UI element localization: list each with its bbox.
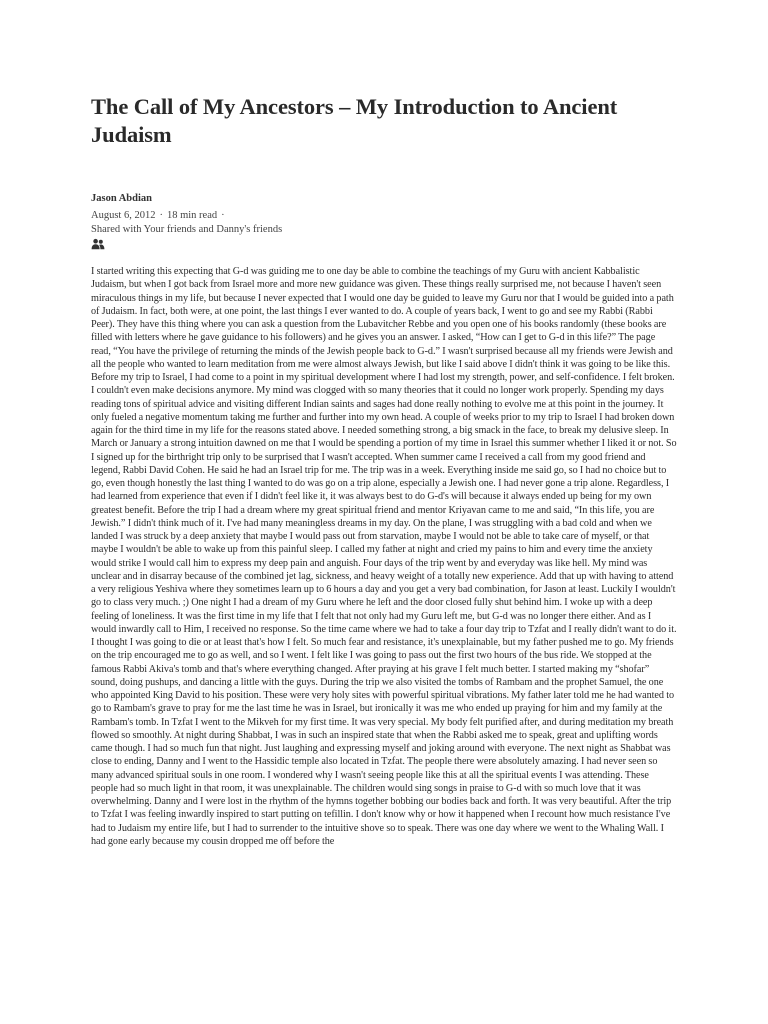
article-meta bbox=[91, 210, 229, 221]
friends-icon[interactable] bbox=[91, 238, 105, 250]
article-body: I started writing this expecting that G-d was guiding me to one day be able to combine the teachings of my Guru with ancient Kabbalistic Judaism, but when I got back from Israel more and more new guidance was given. These things really surprised me, not because I haven't seen miraculous things in my life, but because I never expected that I would one day be guided to leave my Guru nor that I would be guided into a path of Judaism. In fact, both were, at one point, the last things I ever wanted to do. A couple of years back, I went to go and see my Rabbi (Rabbi Peer). They have this thing where you can ask a question from the Lubavitcher Rebbe and you open one of his books randomly (these books are filled with letters where he gave guidance to his followers) and he gives you an answer. I asked, “How can I get to G-d in this life?” The page read, “You have the privilege of returning the minds of the Jewish people back to G-d.” I wasn't surprised because all my friends were Jewish and all the people who wanted to learn meditation from me were almost always Jewish, but like I said above I didn't think it was going to be like this. Before my trip to Israel, I had come to a point in my spiritual development where I had lost my strength, power, and self-confidence. I felt broken. I couldn't even make decisions anymore. My mind was clogged with so many theories that it could no longer work properly. Spending my days reading tons of spiritual advice and visiting different Indian saints and sages had done really nothing to evolve me at this point in the journey. It only fueled a negative momentum taking me further and further into my own head. A couple of weeks prior to my trip to Israel I had broken down again for the third time in my life for the reasons stated above. I needed something strong, a big smack in the face, to break my delusive sleep. In March or January a strong intuition dawned on me that I would be spending a portion of my time in Israel this summer whether I liked it or not. So I signed up for the birthright trip only to be surprised that I wasn't accepted. When summer came I received a call from my good friend and legend, Rabbi David Cohen. He said he had an Israel trip for me. The trip was in a week. Everything inside me said go, so I had no choice but to go, even though honestly the last thing I wanted to do was go on a trip alone, especially a Jewish one. I had never gone a trip alone. Regardless, I had learned from experience that even if I didn't feel like it, it was always best to do G-d's will because it always ended up being for my own greatest benefit. Before the trip I had a dream where my great spiritual friend and mentor Kriyavan came to me and said, “In this life, you are Jewish.” I didn't think much of it. I've had many meaningless dreams in my day. On the plane, I was struggling with a bad cold and when we landed I was struck by a deep anxiety that maybe I would pass out from starvation, maybe I would not be able to take care of myself, or that maybe I wouldn't be able to wake up from this painful sleep. I called my father at night and cried my pains to him and every time the anxiety would strike I would call him to express my deep pain and anguish. Four days of the trip went by and everyday was like hell. My mind was unclear and in disarray because of the combined jet lag, sickness, and heavy weight of a totally new experience. Add that up with having to attend a very religious Yeshiva where they sometimes learn up to 6 hours a day and you get a very bad combination, for Jason at least. Luckily I wouldn't go to class very much. ;) One night I had a dream of my Guru where he left and the door closed fully shut behind him. I woke up with a deep feeling of loneliness. It was the first time in my life that I felt that not only had my Guru left me, but G-d was no longer there either. And as I would inwardly call to Him, I received no response. So the time came where we had to take a four day trip to Tzfat and I really didn't want to do it. I thought I was going to die or at least that's how I felt. So much fear and resistance, it's unexplainable, but my father pushed me to go. My friends on the trip encouraged me to go as well, and so I went. I felt like I was going to pass out the first two hours of the bus ride. We stopped at the famous Rabbi Akiva's tomb and that's where everything changed. After praying at his grave I felt much better. I started making my “shofar” sound, doing pushups, and dancing a little with the guys. During the trip we also visited the tombs of Rambam and the prophet Samuel, the one who appointed King David to his position. These were very holy sites with powerful spiritual vibrations. My father later told me he had wanted to go to Rambam's grave to pray for me the last time he was in Israel, but ironically it was me who ended up praying for him and my family at the Rambam's tomb. In Tzfat I went to the Mikveh for my first time. It was very special. My body felt purified after, and during meditation my breath flowed so smoothly. At night during Shabbat, I was in such an inspired state that when the Rabbi asked me to speak, great and uplifting words came though. I had so much fun that night. Just laughing and expressing myself and joking around with everyone. The next night as Shabbat was close to ending, Danny and I went to the Hassidic temple also located in Tzfat. The people there were absolutely amazing. I had never seen so many advanced spiritual souls in one room. I wondered why I wasn't seeing people like this at all the spiritual events I was attending. These people had so much light in that room, it was unexplainable. The children would sing songs in praise to G-d with so much love that it was overwhelming. Danny and I were lost in the rhythm of the hymns together bobbing our bodies back and forth. It was very beautiful. After the trip to Tzfat I was feeling inwardly inspired to start putting on tefillin. I don't know why or how it happened when I recount how much resistance I've had to Judaism my entire life, but I had to surrender to the intuitive shove so to speak. There was one day where we went to the Whaling Wall. I had gone early because my cousin dropped me off before the bbox=[91, 266, 677, 847]
author-name[interactable]: Jason Abdian bbox=[91, 193, 152, 204]
meta-separator: · bbox=[159, 210, 163, 221]
read-time: 18 min read bbox=[166, 210, 218, 221]
shared-with-label: Shared with Your friends and Danny's friends bbox=[91, 224, 283, 235]
meta-trailing-separator: · bbox=[221, 210, 225, 221]
publish-date[interactable]: August 6, 2012 bbox=[91, 210, 156, 221]
article-title: The Call of My Ancestors – My Introduction to Ancient Judaism bbox=[91, 94, 618, 147]
